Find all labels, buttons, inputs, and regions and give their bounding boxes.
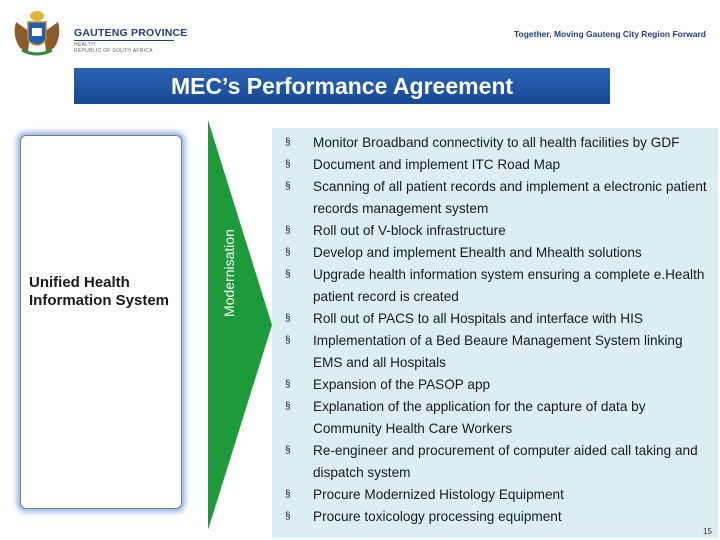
item-list: [285, 132, 715, 528]
list-item-text: Procure Modernized Histology Equipment: [313, 487, 564, 502]
country-name: REPUBLIC OF SOUTH AFRICA: [74, 48, 153, 54]
list-item-text: Develop and implement Ehealth and Mhealth solutions: [313, 245, 642, 260]
arrow-label: Modernisation: [221, 229, 237, 317]
bullet-icon: §: [285, 445, 291, 456]
category-box: [20, 135, 182, 509]
list-item-text: Roll out of PACS to all Hospitals and interface with HIS: [313, 311, 643, 326]
bullet-icon: §: [285, 489, 291, 500]
list-item-text: Monitor Broadband connectivity to all health facilities by GDF: [313, 135, 680, 150]
list-item: [285, 132, 715, 154]
list-item: [285, 308, 715, 330]
bullet-icon: §: [285, 335, 291, 346]
department-name: HEALTH: [74, 42, 96, 48]
list-item-text: Procure toxicology processing equipment: [313, 509, 562, 524]
list-item-text: Upgrade health information system ensuring a complete e.Health patient record is created: [313, 267, 705, 304]
list-item: [285, 176, 715, 220]
list-item: [285, 396, 715, 440]
header: [0, 0, 720, 62]
list-item: [285, 374, 715, 396]
list-item: [285, 506, 715, 528]
bullet-icon: §: [285, 269, 291, 280]
bullet-icon: §: [285, 247, 291, 258]
bullet-icon: §: [285, 401, 291, 412]
list-item-text: Scanning of all patient records and implement a electronic patient records management system: [313, 179, 707, 216]
list-item: [285, 440, 715, 484]
page-title: MEC’s Performance Agreement: [74, 68, 610, 104]
list-item-text: Re-engineer and procurement of computer aided call taking and dispatch system: [313, 443, 698, 480]
coat-of-arms-icon: [8, 8, 66, 56]
bullet-icon: §: [285, 379, 291, 390]
bullet-icon: §: [285, 181, 291, 192]
bullet-icon: §: [285, 225, 291, 236]
list-item-text: Implementation of a Bed Beaure Management System linking EMS and all Hospitals: [313, 333, 683, 370]
bullet-icon: §: [285, 511, 291, 522]
org-rule: [74, 40, 174, 41]
list-item-text: Roll out of V-block infrastructure: [313, 223, 506, 238]
content-panel: [272, 128, 718, 538]
list-item-text: Document and implement ITC Road Map: [313, 157, 561, 172]
list-item: [285, 484, 715, 506]
list-item-text: Explanation of the application for the capture of data by Community Health Care Workers: [313, 399, 646, 436]
list-item: [285, 264, 715, 308]
list-item: [285, 330, 715, 374]
bullet-icon: §: [285, 137, 291, 148]
category-label: Unified Health Information System: [29, 274, 170, 309]
list-item-text: Expansion of the PASOP app: [313, 377, 491, 392]
bullet-icon: §: [285, 159, 291, 170]
org-name: GAUTENG PROVINCE: [74, 27, 188, 39]
list-item: [285, 154, 715, 176]
list-item: [285, 220, 715, 242]
slogan: Together, Moving Gauteng City Region Forward: [513, 29, 706, 39]
page-number: 15: [703, 527, 712, 536]
list-item: [285, 242, 715, 264]
bullet-icon: §: [285, 313, 291, 324]
